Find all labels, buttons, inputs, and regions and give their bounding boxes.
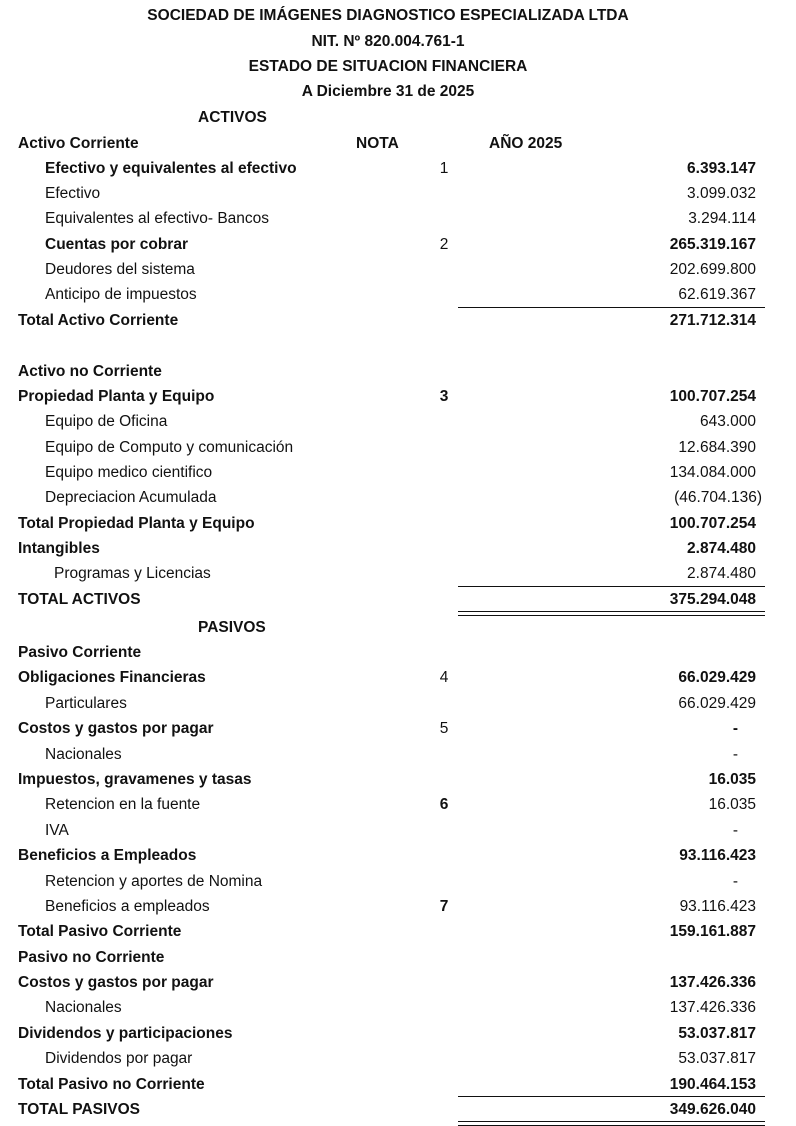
row-value: 100.707.254 [669, 515, 756, 532]
row-nota: 3 [439, 388, 449, 405]
row-value: 53.037.817 [678, 1025, 756, 1042]
row-value: 643.000 [699, 413, 756, 430]
row-value: - [732, 720, 738, 737]
row-total-pasivo-corriente [0, 919, 796, 944]
row-depreciacion [0, 485, 796, 510]
row-label: Efectivo y equivalentes al efectivo [45, 160, 297, 177]
row-label: Equipo medico cientifico [45, 464, 213, 481]
row-total-ppe [0, 511, 796, 536]
row-value: - [732, 873, 738, 890]
row-value: 271.712.314 [669, 312, 756, 329]
row-total-activos [0, 587, 796, 612]
row-dividendos-participaciones [0, 1021, 796, 1046]
row-programas-licencias [0, 561, 796, 586]
row-label: Total Pasivo no Corriente [18, 1076, 205, 1093]
row-label: IVA [45, 822, 69, 839]
row-value: 137.426.336 [669, 999, 756, 1016]
statement-date: A Diciembre 31 de 2025 [301, 83, 475, 100]
row-obligaciones-financieras [0, 665, 796, 690]
activo-corriente-heading: Activo Corriente [18, 135, 139, 152]
row-pasivo-no-corriente [0, 945, 796, 970]
row-value: 2.874.480 [687, 540, 756, 557]
row-label: Pasivo no Corriente [18, 949, 165, 966]
row-propiedad-planta-equipo [0, 384, 796, 409]
row-retencion-fuente [0, 792, 796, 817]
row-value: 66.029.429 [678, 695, 756, 712]
statement-title: ESTADO DE SITUACION FINANCIERA [248, 58, 528, 75]
row-efectivo-equivalentes [0, 156, 796, 181]
total-double-rule [458, 611, 765, 616]
row-value: 12.684.390 [678, 439, 756, 456]
row-equivalentes-bancos [0, 206, 796, 231]
row-nota: 6 [439, 796, 449, 813]
row-pasivo-corriente [0, 640, 796, 665]
row-label: TOTAL ACTIVOS [18, 591, 141, 608]
row-nota: 1 [439, 160, 449, 177]
row-value: 100.707.254 [669, 388, 756, 405]
year-column-header: AÑO 2025 [489, 135, 563, 152]
row-label: TOTAL PASIVOS [18, 1101, 141, 1118]
row-total-pasivo-no-corriente [0, 1072, 796, 1097]
row-value: 159.161.887 [669, 923, 756, 940]
row-value: 190.464.153 [669, 1076, 756, 1093]
row-impuestos-gravamenes [0, 767, 796, 792]
row-label: Pasivo Corriente [18, 644, 142, 661]
row-value: 375.294.048 [669, 591, 756, 608]
row-nacionales-corriente [0, 742, 796, 767]
row-cuentas-por-cobrar [0, 232, 796, 257]
row-label: Beneficios a Empleados [18, 847, 197, 864]
row-total-activo-corriente [0, 308, 796, 333]
row-nota: 2 [439, 236, 449, 253]
total-double-rule [458, 1121, 765, 1126]
row-nota: 5 [439, 720, 449, 737]
row-retencion-aportes-nomina [0, 869, 796, 894]
row-label: Costos y gastos por pagar [18, 720, 214, 737]
activos-section-title: ACTIVOS [198, 109, 267, 126]
row-label: Beneficios a empleados [45, 898, 210, 915]
row-value: - [732, 822, 738, 839]
row-activo-no-corriente [0, 359, 796, 384]
row-label: Retencion y aportes de Nomina [45, 873, 263, 890]
row-label: Retencion en la fuente [45, 796, 201, 813]
row-label: Equipo de Computo y comunicación [45, 439, 294, 456]
row-value: 16.035 [708, 771, 756, 788]
row-value: 134.084.000 [669, 464, 756, 481]
row-value: 137.426.336 [669, 974, 756, 991]
row-total-pasivos [0, 1097, 796, 1122]
row-value: - [732, 746, 738, 763]
row-label: Depreciacion Acumulada [45, 489, 217, 506]
row-label: Impuestos, gravamenes y tasas [18, 771, 252, 788]
row-label: Deudores del sistema [45, 261, 195, 278]
row-nota: 7 [439, 898, 449, 915]
row-value: 2.874.480 [687, 565, 756, 582]
row-nota: 4 [439, 669, 449, 686]
row-intangibles [0, 536, 796, 561]
row-anticipo-impuestos [0, 282, 796, 307]
row-value: 3.294.114 [688, 210, 756, 227]
row-label: Intangibles [18, 540, 100, 557]
row-label: Nacionales [45, 999, 122, 1016]
row-iva [0, 818, 796, 843]
row-costos-gastos-corriente [0, 716, 796, 741]
row-label: Efectivo [45, 185, 101, 202]
row-label: Cuentas por cobrar [45, 236, 188, 253]
row-efectivo [0, 181, 796, 206]
row-value: 62.619.367 [678, 286, 756, 303]
nit-number: NIT. Nº 820.004.761-1 [311, 33, 465, 50]
company-name: SOCIEDAD DE IMÁGENES DIAGNOSTICO ESPECIALIZADA LTDA [147, 7, 629, 24]
row-label: Equipo de Oficina [45, 413, 168, 430]
pasivos-section-title: PASIVOS [198, 619, 266, 636]
row-value: 93.116.423 [679, 898, 756, 915]
row-costos-gastos-no-corriente [0, 970, 796, 995]
row-nacionales-no-corriente [0, 995, 796, 1020]
row-label: Dividendos y participaciones [18, 1025, 233, 1042]
row-beneficios-empleados-group [0, 843, 796, 868]
row-label: Costos y gastos por pagar [18, 974, 214, 991]
row-dividendos-por-pagar [0, 1046, 796, 1071]
row-label: Activo no Corriente [18, 363, 162, 380]
row-equipo-medico [0, 460, 796, 485]
row-value: 66.029.429 [678, 669, 756, 686]
row-label: Equivalentes al efectivo- Bancos [45, 210, 270, 227]
row-value: 3.099.032 [687, 185, 756, 202]
row-value: 202.699.800 [669, 261, 756, 278]
row-value: (46.704.136) [674, 489, 762, 506]
row-label: Particulares [45, 695, 127, 712]
row-equipo-computo [0, 435, 796, 460]
row-value: 265.319.167 [669, 236, 756, 253]
row-label: Total Propiedad Planta y Equipo [18, 515, 255, 532]
nota-column-header: NOTA [356, 135, 399, 152]
row-particulares [0, 691, 796, 716]
row-value: 6.393.147 [687, 160, 756, 177]
row-equipo-oficina [0, 409, 796, 434]
row-label: Obligaciones Financieras [18, 669, 206, 686]
row-label: Total Activo Corriente [18, 312, 179, 329]
row-beneficios-empleados [0, 894, 796, 919]
row-value: 16.035 [708, 796, 756, 813]
row-value: 349.626.040 [669, 1101, 756, 1118]
row-label: Anticipo de impuestos [45, 286, 197, 303]
row-label: Programas y Licencias [54, 565, 211, 582]
row-label: Nacionales [45, 746, 122, 763]
row-value: 93.116.423 [679, 847, 756, 864]
row-deudores-sistema [0, 257, 796, 282]
row-label: Dividendos por pagar [45, 1050, 193, 1067]
row-value: 53.037.817 [678, 1050, 756, 1067]
row-label: Total Pasivo Corriente [18, 923, 182, 940]
row-label: Propiedad Planta y Equipo [18, 388, 215, 405]
